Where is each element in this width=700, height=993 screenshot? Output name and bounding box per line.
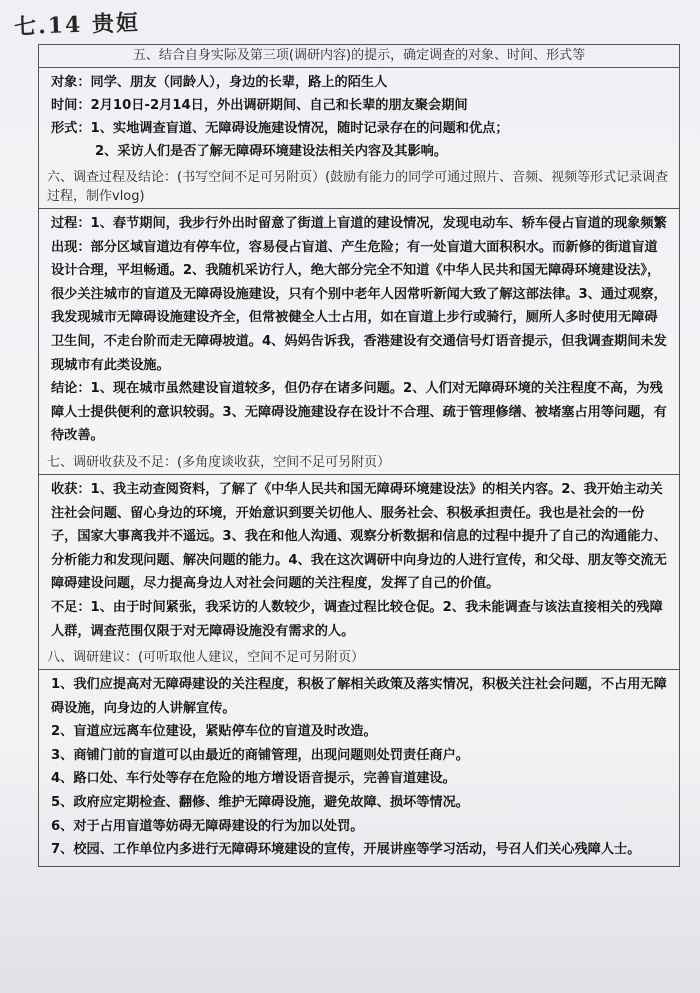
suggestion-item: 3、商铺门前的盲道可以由最近的商铺管理，出现问题则处罚责任商户。 — [51, 747, 469, 763]
section-6 — [39, 167, 679, 452]
suggestion-item: 7、校园、工作单位内多进行无障碍环境建设的宣传，开展讲座等学习活动，号召人们关心残障人士。 — [51, 842, 641, 858]
section-6-header: 六、调查过程及结论：(书写空间不足可另附页）(鼓励有能力的同学可通过照片、音频、视频等形式记录调查过程，制作vlog) — [39, 167, 679, 209]
survey-form-method-2: 2、采访人们是否了解无障碍环境建设法相关内容及其影响。 — [95, 144, 448, 159]
section-7-header: 七、调研收获及不足：(多角度谈收获，空间不足可另附页） — [39, 452, 679, 475]
suggestion-item: 1、我们应提高对无障碍建设的关注程度，积极了解相关政策及落实情况，积极关注社会问题，不占用无障碍设施，向身边的人讲解宣传。 — [51, 677, 667, 716]
suggestion-item: 5、政府应定期检查、翻修、维护无障碍设施，避免故障、损坏等情况。 — [51, 795, 469, 811]
suggestion-item: 2、盲道应远离车位建设，紧贴停车位的盲道及时改造。 — [51, 724, 377, 740]
section-7 — [39, 452, 679, 647]
survey-form — [38, 44, 680, 867]
section-8 — [39, 647, 679, 866]
survey-time: 时间：2月10日-2月14日，外出调研期间、自己和长辈的朋友聚会期间 — [51, 98, 468, 113]
section-5-header: 五、结合自身实际及第三项(调研内容)的提示，确定调查的对象、时间、形式等 — [39, 45, 679, 68]
section-8-header: 八、调研建议：(可听取他人建议，空间不足可另附页） — [39, 647, 679, 670]
suggestion-item: 6、对于占用盲道等妨碍无障碍建设的行为加以处罚。 — [51, 818, 364, 834]
section-5 — [39, 45, 679, 167]
process-text: 过程：1、春节期间，我步行外出时留意了街道上盲道的建设情况，发现电动车、轿车侵占盲道的现象频繁出现：部分区域盲道边有停车位，容易侵占盲道、产生危险；有一处盲道大面积积水。而新修的街道盲道设计合理，平坦畅通。2、我随机采访行人，绝大部分完全不知道《中华人民共和国无障碍环境建设法》，很少关注城市的盲道及无障碍设施建设，只有个别中老年人因常听新闻大致了解这部法律。3、通过观察，我发现城市无障碍设施建设齐全，但常被健全人士占用，如在盲道上步行或骑行，厕所人多时使用无障碍卫生间，不走台阶而走无障碍坡道。4、妈妈告诉我，香港建设有交通信号灯语音提示，但我调查期间未发现城市有此类设施。 — [51, 216, 667, 373]
handwritten-note: 七.14 贵姮 — [13, 9, 141, 41]
section-6-body — [39, 209, 679, 452]
suggestion-item: 4、路口处、车行处等存在危险的地方增设语音提示，完善盲道建设。 — [51, 771, 456, 787]
shortcomings-text: 不足：1、由于时间紧张，我采访的人数较少，调查过程比较仓促。2、我未能调查与该法直接相关的残障人群，调查范围仅限于对无障碍设施没有需求的人。 — [51, 599, 663, 639]
section-7-body — [39, 475, 679, 647]
section-8-body — [39, 670, 679, 866]
survey-form-method-1: 形式：1、实地调查盲道、无障碍设施建设情况，随时记录存在的问题和优点； — [51, 121, 509, 136]
survey-subjects: 对象：同学、朋友（同龄人），身边的长辈，路上的陌生人 — [51, 75, 388, 90]
conclusion-text: 结论：1、现在城市虽然建设盲道较多，但仍存在诸多问题。2、人们对无障碍环境的关注程度不高，为残障人士提供便利的意识较弱。3、无障碍设施建设存在设计不合理、疏于管理修缮、被堵塞占用等问题，有待改善。 — [51, 381, 667, 444]
gains-text: 收获：1、我主动查阅资料，了解了《中华人民共和国无障碍环境建设法》的相关内容。2、我开始主动关注社会问题、留心身边的环境，开始意识到要关切他人、服务社会、积极承担责任。我也是社会的一份子，国家大事离我并不遥远。3、我在和他人沟通、观察分析数据和信息的过程中提升了自己的沟通能力、分析能力和发现问题、解决问题的能力。4、我在这次调研中向身边的人进行宣传，和父母、朋友等交流无障碍建设问题，尽力提高身边人对社会问题的关注程度，发挥了自己的价值。 — [51, 481, 667, 592]
section-5-body — [39, 68, 679, 167]
